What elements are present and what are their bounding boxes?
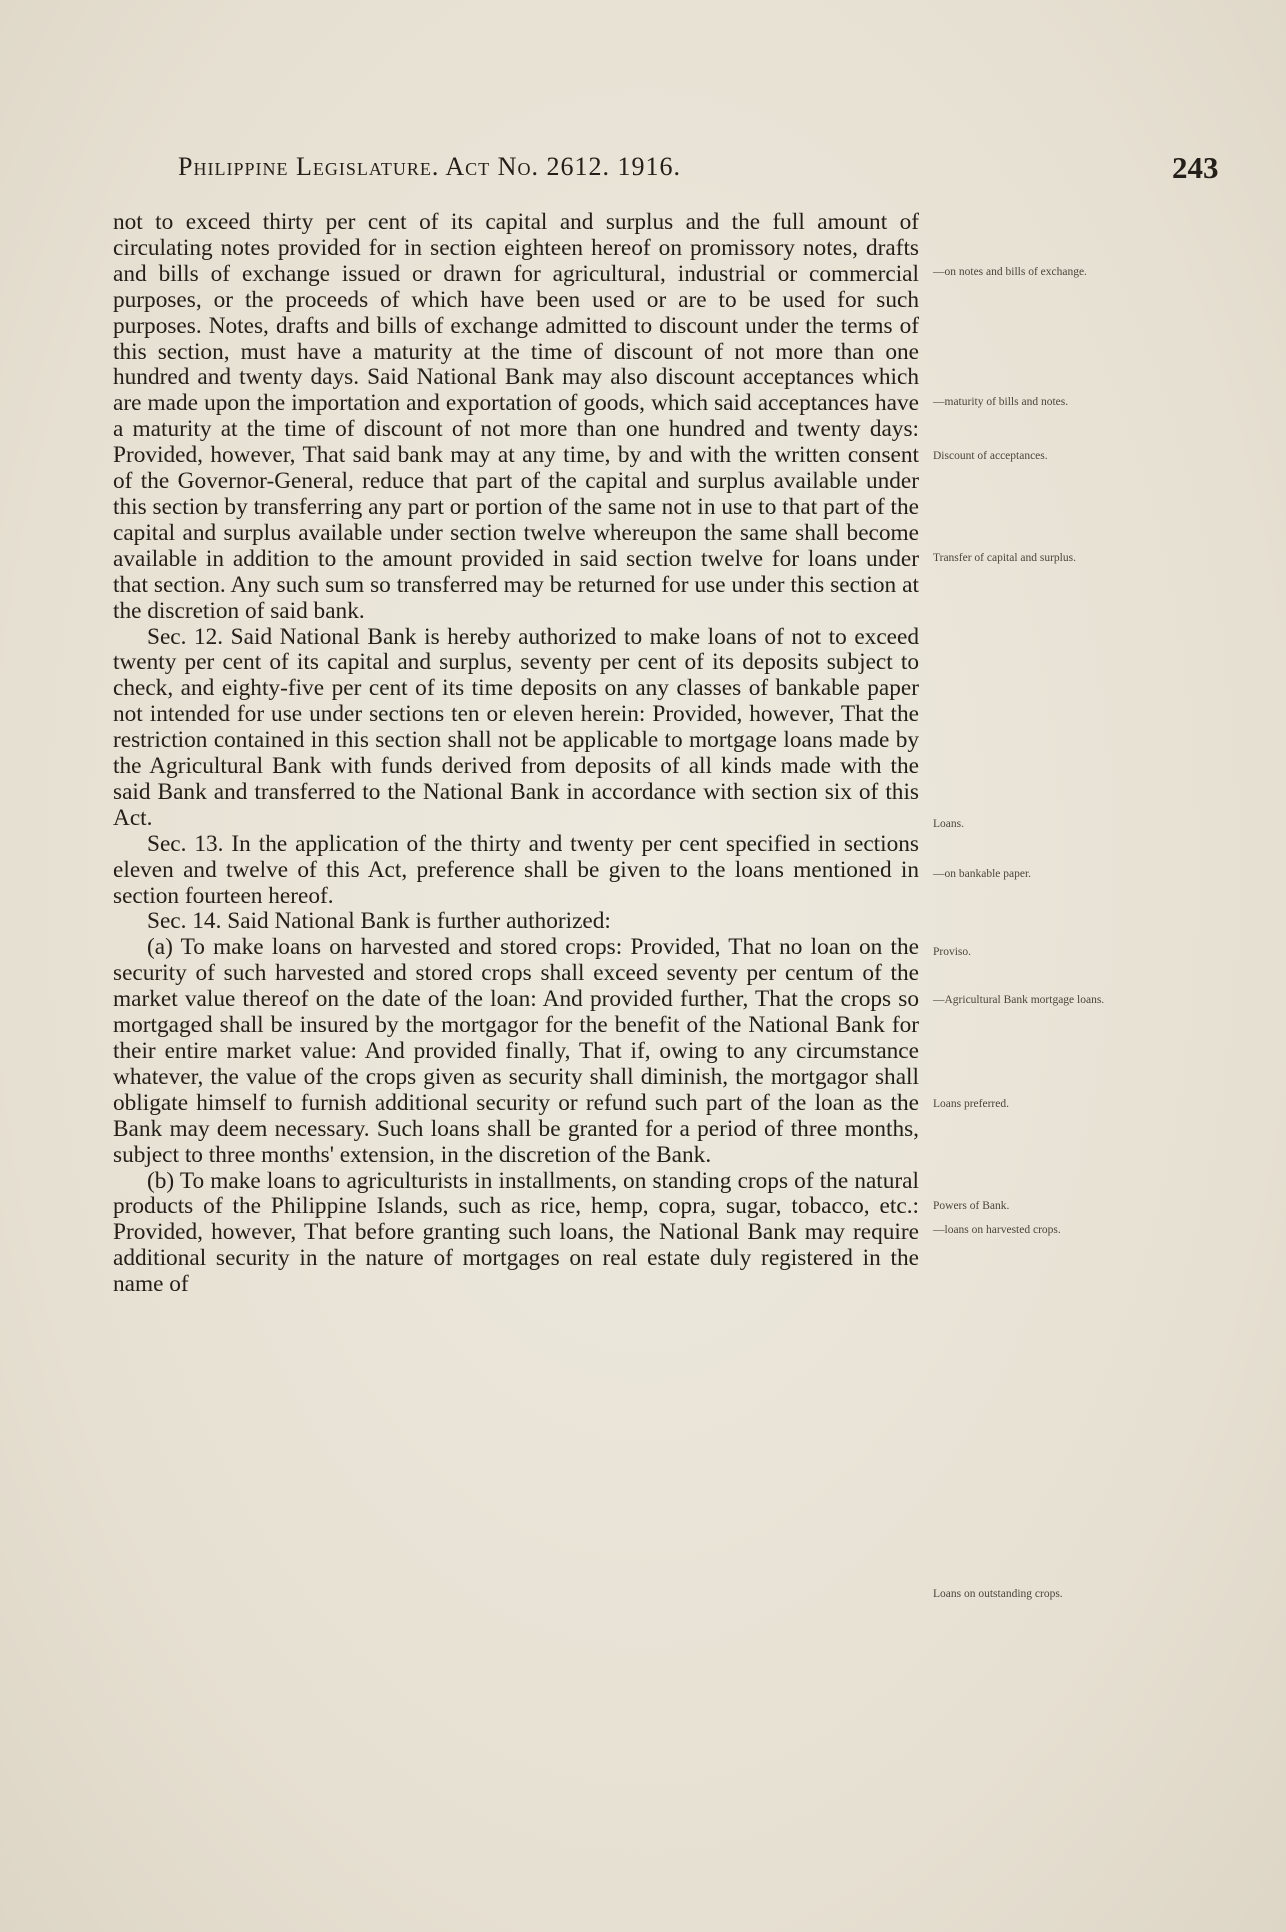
marginal-note: Discount of acceptances. — [933, 450, 1048, 462]
marginal-note: Transfer of capital and surplus. — [933, 552, 1076, 564]
marginal-note: —Agricultural Bank mortgage loans. — [933, 994, 1105, 1006]
marginal-note: Powers of Bank. — [933, 1200, 1010, 1212]
paragraph-sec-12: Sec. 12. Said National Bank is hereby authorized to make loans of not to exceed twenty per cent of its capital and surplus, seventy per cent of its deposits subject to check, and eighty-five per cent of its time deposits on any classes of bankable paper not intended for use under sections ten or eleven herein: Provided, however, That the restriction contained in this section shall not be applicable to mortgage loans made by the Agricultural Bank with funds derived from deposits of all kinds made with the said Bank and transferred to the National Bank in accordance with section six of this Act. — [113, 623, 919, 831]
marginal-note: —on bankable paper. — [933, 868, 1032, 880]
paragraph-sec-11-continued: not to exceed thirty per cent of its capital and surplus and the full amount of circulating notes provided for in section eighteen hereof on promissory notes, drafts and bills of exchange issued or drawn for agricultural, industrial or commercial purposes, or the proceeds of which have been used or are to be used for such purposes. Notes, drafts and bills of exchange admitted to discount under the terms of this section, must have a maturity at the time of discount of not more than one hundred and twenty days. Said National Bank may also discount acceptances which are made upon the importation and exportation of goods, which said acceptances have a maturity at the time of discount of not more than one hundred and twenty days: Provided, however, That said bank may at any time, by and with the written consent of the Governor-General, reduce that part of the capital and surplus available under this section by transferring any part or portion of the same not in use to that part of the capital and surplus available under section twelve whereupon the same shall become available in addition to the amount provided in said section twelve for loans under that section. Any such sum so transferred may be returned for use under this section at the discretion of said bank. — [113, 209, 919, 624]
marginal-note: —loans on harvested crops. — [933, 1224, 1061, 1236]
marginal-note: Loans. — [933, 818, 964, 830]
marginal-note: Loans on outstanding crops. — [933, 1588, 1063, 1600]
paragraph-sec-14: Sec. 14. Said National Bank is further authorized: — [147, 908, 611, 935]
marginal-note: Proviso. — [933, 946, 972, 958]
paragraph-sec-14-a: (a) To make loans on harvested and stored crops: Provided, That no loan on the security of such harvested and stored crops shall exceed seventy per centum of the market value thereof on the date of the loan: And provided further, That the crops so mortgaged shall be insured by the mortgagor for the benefit of the National Bank for their entire market value: And provided finally, That if, owing to any circumstance whatever, the value of the crops given as security shall diminish, the mortgagor shall obligate himself to furnish additional security or refund such part of the loan as the Bank may deem necessary. Such loans shall be granted for a period of three months, subject to three months' extension, in the discretion of the Bank. — [113, 934, 919, 1168]
body-text — [113, 210, 919, 1298]
marginal-note: Loans preferred. — [933, 1098, 1009, 1110]
page-number: 243 — [1172, 150, 1219, 185]
marginal-note: —on notes and bills of exchange. — [933, 266, 1087, 278]
running-header: Philippine Legislature. Act No. 2612. 1916. — [178, 152, 681, 181]
marginal-note: —maturity of bills and notes. — [933, 396, 1069, 408]
paragraph-sec-14-b: (b) To make loans to agriculturists in installments, on standing crops of the natural products of the Philippine Islands, such as rice, hemp, copra, sugar, tobacco, etc.: Provided, however, That before granting such loans, the National Bank may require additional security in the nature of mortgages on real estate duly registered in the name of — [113, 1167, 919, 1298]
paragraph-sec-13: Sec. 13. In the application of the thirty and twenty per cent specified in sections eleven and twelve of this Act, preference shall be given to the loans mentioned in section fourteen hereof. — [113, 830, 919, 909]
